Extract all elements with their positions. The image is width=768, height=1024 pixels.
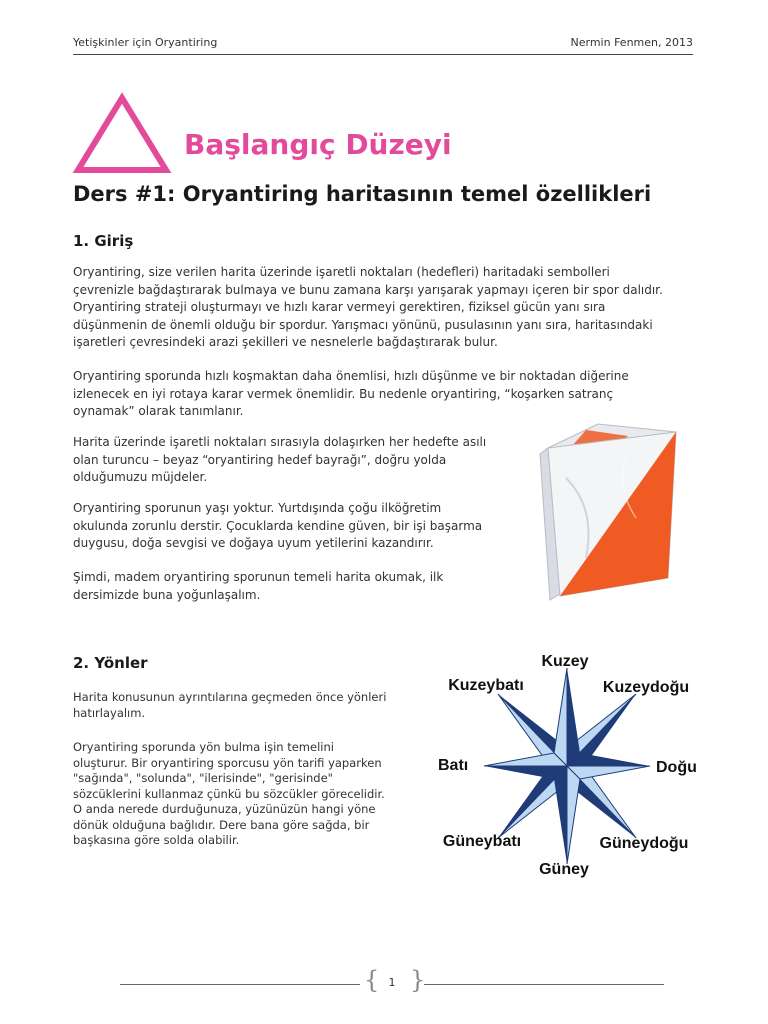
- text-line: olan turuncu – beyaz “oryantiring hedef bayrağı”, doğru yolda: [73, 452, 447, 467]
- header-book-title: Yetişkinler için Oryantiring: [73, 36, 218, 49]
- text-line: Şimdi, madem oryantiring sporunun temeli harita okumak, ilk: [73, 570, 444, 584]
- compass-label-southeast: Güneydoğu: [599, 835, 689, 852]
- text-line: Harita konusunun ayrıntılarına geçmeden önce yönleri: [73, 690, 387, 704]
- footer-rule-right: [424, 984, 664, 985]
- page-header: [73, 36, 693, 54]
- text-line: başkasına göre solda olabilir.: [73, 833, 240, 847]
- directions-paragraph-1: [73, 690, 423, 721]
- compass-label-north: Kuzey: [541, 653, 589, 670]
- footer-bracket-right: }: [410, 966, 426, 994]
- text-line: Oryantiring sporunun yaşı yoktur. Yurtdışında çoğu ilköğretim: [73, 501, 442, 515]
- compass-label-west: Batı: [438, 757, 469, 774]
- intro-paragraph-4: [73, 500, 523, 553]
- directions-paragraph-2: [73, 740, 423, 849]
- compass-label-northeast: Kuzeydoğu: [602, 679, 690, 696]
- text-line: Oryantiring strateji oluşturmayı ve hızlı karar vermeyi gerektiren, fiziksel gücün yanı sıra: [73, 300, 606, 315]
- intro-paragraph-2: [73, 368, 703, 421]
- orienteering-flag-image: [526, 418, 686, 608]
- compass-label-east: Doğu: [656, 759, 697, 776]
- intro-paragraph-3: [73, 434, 523, 487]
- text-line: Oryantiring sporunda yön bulma işin temelini: [73, 740, 334, 754]
- text-line: sözcüklerini kullanmaz çünkü bu sözcükler görecelidir.: [73, 786, 385, 801]
- compass-label-northwest: Kuzeybatı: [448, 677, 524, 694]
- intro-paragraph-1: [73, 264, 703, 352]
- text-line: Oryantiring, size verilen harita üzerinde işaretli noktaları (hedefleri) haritadaki sembolleri: [73, 265, 610, 279]
- text-line: duygusu, doğa sevgisi ve doğaya uyum yetilerini kazandırır.: [73, 536, 434, 551]
- section-heading-intro: 1. Giriş: [73, 232, 134, 250]
- text-line: hatırlayalım.: [73, 705, 146, 720]
- level-title: Başlangıç Düzeyi: [184, 128, 452, 161]
- compass-rose-diagram: [430, 646, 716, 882]
- compass-label-southwest: Güneybatı: [442, 833, 522, 850]
- text-line: dönük olduğuna bağlıdır. Dere bana göre sağda, bir: [73, 817, 370, 832]
- text-line: Harita üzerinde işaretli noktaları sırasıyla dolaşırken her hedefte asılı: [73, 435, 487, 449]
- triangle-icon: [72, 92, 172, 176]
- text-line: izlenecek en iyi rotaya karar vermek önemlidir. Bu nedenle oryantiring, “koşarken satranç: [73, 386, 614, 401]
- text-line: işaretleri çevresindeki arazi şekilleri ve nesnelerle bağdaştırarak bulur.: [73, 335, 498, 350]
- text-line: dersimizde buna yoğunlaşalım.: [73, 587, 261, 602]
- header-author-year: Nermin Fenmen, 2013: [570, 36, 693, 49]
- text-line: oynamak” olarak tanımlanır.: [73, 404, 244, 419]
- text-line: O anda nerede durduğunuza, yüzünüzün hangi yöne: [73, 802, 376, 816]
- text-line: olduğumuzu müjdeler.: [73, 470, 208, 485]
- section-heading-directions: 2. Yönler: [73, 654, 148, 672]
- footer-bracket-left: {: [364, 966, 380, 994]
- compass-label-south: Güney: [539, 861, 589, 878]
- text-line: düşünmenin de önemli olduğu bir spordur. Yarışmacı yönünü, pusulasının yanı sıra, haritasındaki: [73, 317, 653, 332]
- header-divider: [73, 54, 693, 55]
- intro-paragraph-5: [73, 569, 523, 604]
- text-line: Oryantiring sporunda hızlı koşmaktan daha önemlisi, hızlı düşünme ve bir noktadan diğerine: [73, 369, 629, 383]
- page-number: 1: [388, 976, 396, 989]
- lesson-title: Ders #1: Oryantiring haritasının temel özellikleri: [73, 182, 652, 206]
- text-line: çevrenizle bağdaştırarak bulmaya ve bunu zamana karşı yarışarak yapmayı içeren bir spor dalıdır.: [73, 282, 663, 297]
- text-line: oluşturur. Bir oryantiring sporcusu yön tarifi yaparken: [73, 755, 382, 770]
- text-line: okulunda zorunlu derstir. Çocuklarda kendine güven, bir işi başarma: [73, 518, 483, 533]
- text-line: "sağında", "solunda", "ilerisinde", "gerisinde": [73, 771, 333, 785]
- footer-rule-left: [120, 984, 360, 985]
